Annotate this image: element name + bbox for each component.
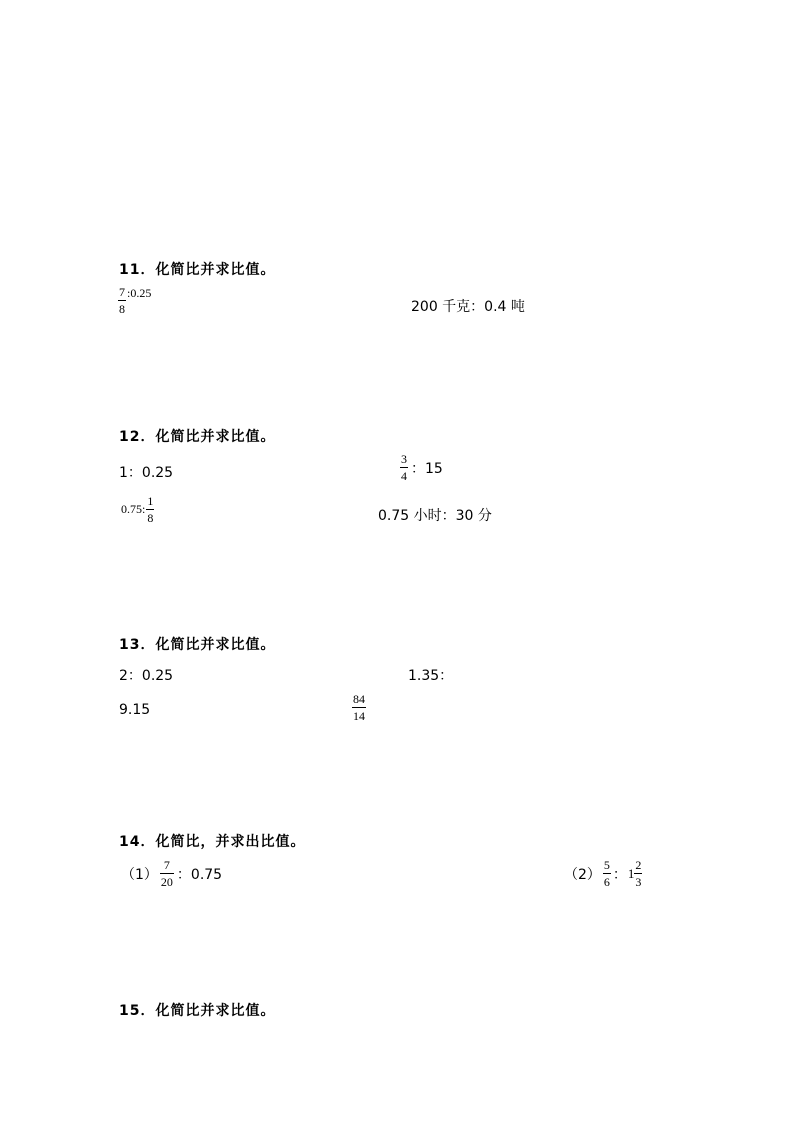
numerator: 84	[353, 692, 365, 706]
q13-item-3: 9.15	[119, 702, 151, 718]
fraction-bar	[400, 467, 408, 468]
q12-item-1: 1：0.25	[119, 465, 174, 481]
ratio-rest: ：15	[411, 460, 443, 477]
q14-item-1	[121, 859, 222, 888]
question-11-title: 11．化简比并求比值。	[119, 262, 276, 278]
q11-item-2: 200 千克：0.4 吨	[411, 299, 525, 315]
q12-item-4: 0.75 小时：30 分	[378, 508, 492, 524]
numerator: 1	[147, 494, 154, 508]
q14-item-2	[564, 859, 642, 888]
denominator: 6	[603, 875, 610, 889]
fraction	[118, 286, 126, 315]
denominator: 8	[119, 302, 125, 316]
mixed-number-whole: 1	[627, 865, 635, 881]
numerator: 2	[635, 858, 642, 872]
q13-item-4	[352, 693, 366, 722]
question-15-title: 15．化简比并求比值。	[119, 1003, 276, 1019]
ratio-rest: ：0.75	[176, 866, 223, 883]
fraction	[160, 859, 174, 888]
fraction-bar	[118, 300, 126, 301]
fraction	[146, 495, 154, 524]
denominator: 3	[635, 875, 642, 889]
fraction-bar	[160, 873, 174, 874]
q12-item-3	[121, 495, 154, 524]
fraction	[634, 859, 642, 888]
denominator: 14	[353, 709, 365, 723]
question-12-title: 12．化简比并求比值。	[119, 429, 276, 445]
fraction-bar	[603, 873, 611, 874]
numerator: 5	[603, 858, 610, 872]
fraction	[603, 859, 611, 888]
denominator: 20	[160, 875, 173, 889]
ratio-rest: :0.25	[127, 286, 152, 300]
q13-item-2: 1.35：	[408, 668, 454, 684]
numerator: 7	[119, 285, 125, 299]
fraction-bar	[634, 873, 642, 874]
question-13-title: 13．化简比并求比值。	[119, 637, 276, 653]
numerator: 3	[401, 452, 407, 466]
question-14-title: 14．化简比，并求出比值。	[119, 834, 306, 850]
denominator: 8	[147, 511, 154, 525]
numerator: 7	[163, 858, 170, 872]
fraction	[352, 693, 366, 722]
q12-item-2	[400, 453, 443, 482]
q11-item-1	[118, 286, 151, 315]
q13-item-1: 2：0.25	[119, 668, 174, 684]
ratio-prefix: 0.75:	[121, 502, 146, 516]
fraction-bar	[352, 707, 366, 708]
fraction-bar	[146, 509, 154, 510]
item-label: （2）	[564, 866, 601, 883]
item-label: （1）	[121, 866, 158, 883]
denominator: 4	[401, 469, 407, 483]
fraction	[400, 453, 408, 482]
ratio-separator: ：	[612, 866, 627, 883]
